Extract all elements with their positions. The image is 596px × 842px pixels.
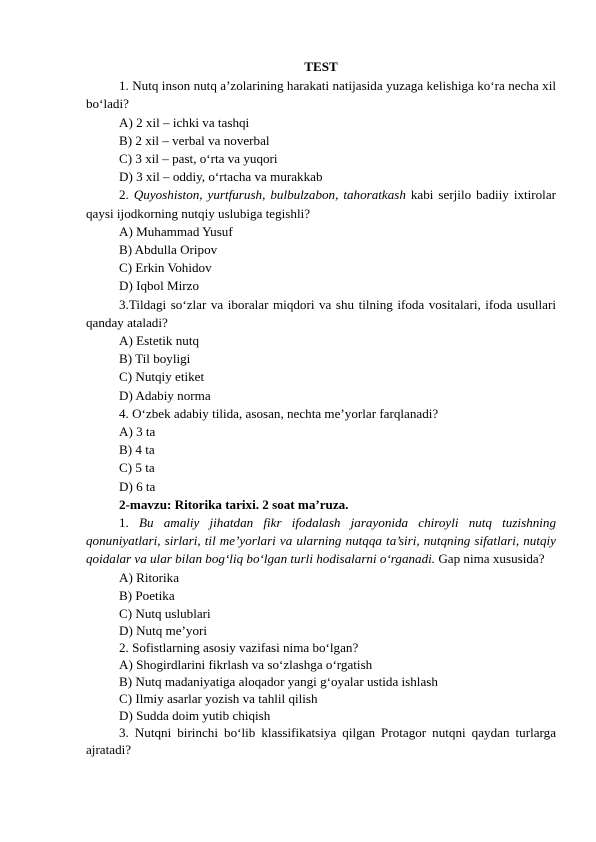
- question-3: 3.Tildagi so‘zlar va iboralar miqdori va shu tilning ifoda vositalari, ifoda usullari qanday ataladi?: [86, 296, 556, 330]
- document-title: TEST: [304, 59, 338, 74]
- option-2a: A) Muhammad Yusuf: [119, 223, 233, 239]
- option-3a: A) Estetik nutq: [119, 333, 200, 349]
- question-s2-2: 2. Sofistlarning asosiy vazifasi nima bo‘lgan?: [119, 640, 359, 656]
- question-s2-1-number: 1.: [119, 515, 139, 531]
- option-s2-1d: D) Nutq me’yori: [119, 623, 207, 639]
- option-2b: B) Abdulla Oripov: [119, 242, 218, 258]
- option-4c: C) 5 ta: [119, 460, 155, 476]
- option-s2-1a: A) Ritorika: [119, 569, 180, 585]
- question-s2-1-rest: Gap nima xususida?: [435, 551, 545, 567]
- question-s2-1: [86, 514, 556, 569]
- option-s2-2b: B) Nutq madaniyatiga aloqador yangi g‘oyalar ustida ishlash: [119, 674, 438, 690]
- question-1: 1. Nutq inson nutq a’zolarining harakati natijasida yuzaga kelishiga ko‘ra necha xil bo‘ladi?: [86, 78, 556, 112]
- option-s2-1b: B) Poetika: [119, 587, 175, 603]
- option-1d: D) 3 xil – oddiy, o‘rtacha va murakkab: [119, 169, 323, 185]
- option-4a: A) 3 ta: [119, 424, 156, 440]
- option-3b: B) Til boyligi: [119, 351, 191, 367]
- option-4d: D) 6 ta: [119, 478, 156, 494]
- question-2-rest: kabi serjilo badiiy ixtirolar qaysi ijodkorning nutqiy uslubiga tegishli?: [86, 187, 556, 221]
- question-s2-1-italic: Bu amaliy jihatdan fikr ifodalash jarayonida chiroyli nutq tuzishning qonuniyatlari, sirlari, til me’yorlari va ularning nutqqa ta’siri, nutqning sifatlari, nutqiy qoidalar va ular bilan bog‘liq bo‘lgan turli hodisalarni o‘rganadi.: [86, 515, 556, 567]
- option-1a: A) 2 xil – ichki va tashqi: [119, 114, 250, 130]
- question-2-number: 2.: [119, 187, 134, 203]
- option-1b: B) 2 xil – verbal va noverbal: [119, 132, 270, 148]
- option-3d: D) Adabiy norma: [119, 387, 211, 403]
- option-s2-2a: A) Shogirdlarini fikrlash va so‘zlashga o‘rgatish: [119, 657, 373, 673]
- question-4: 4. O‘zbek adabiy tilida, asosan, nechta me’yorlar farqlanadi?: [119, 405, 439, 421]
- option-3c: C) Nutqiy etiket: [119, 369, 205, 385]
- question-2: [86, 186, 556, 222]
- option-s2-2d: D) Sudda doim yutib chiqish: [119, 708, 271, 724]
- option-1c: C) 3 xil – past, o‘rta va yuqori: [119, 151, 278, 167]
- question-s2-3: 3. Nutqni birinchi bo‘lib klassifikatsiya qilgan Protagor nutqni qaydan turlarga ajratadi?: [86, 725, 556, 758]
- document-page: [86, 58, 556, 758]
- section-heading: 2-mavzu: Ritorika tarixi. 2 soat ma’ruza.: [119, 496, 349, 512]
- option-s2-1c: C) Nutq uslublari: [119, 606, 211, 622]
- option-4b: B) 4 ta: [119, 442, 155, 458]
- option-s2-2c: C) Ilmiy asarlar yozish va tahlil qilish: [119, 691, 318, 707]
- option-2d: D) Iqbol Mirzo: [119, 278, 200, 294]
- question-2-italic: Quyoshiston, yurtfurush, bulbulzabon, tahoratkash: [133, 187, 406, 203]
- option-2c: C) Erkin Vohidov: [119, 260, 212, 276]
